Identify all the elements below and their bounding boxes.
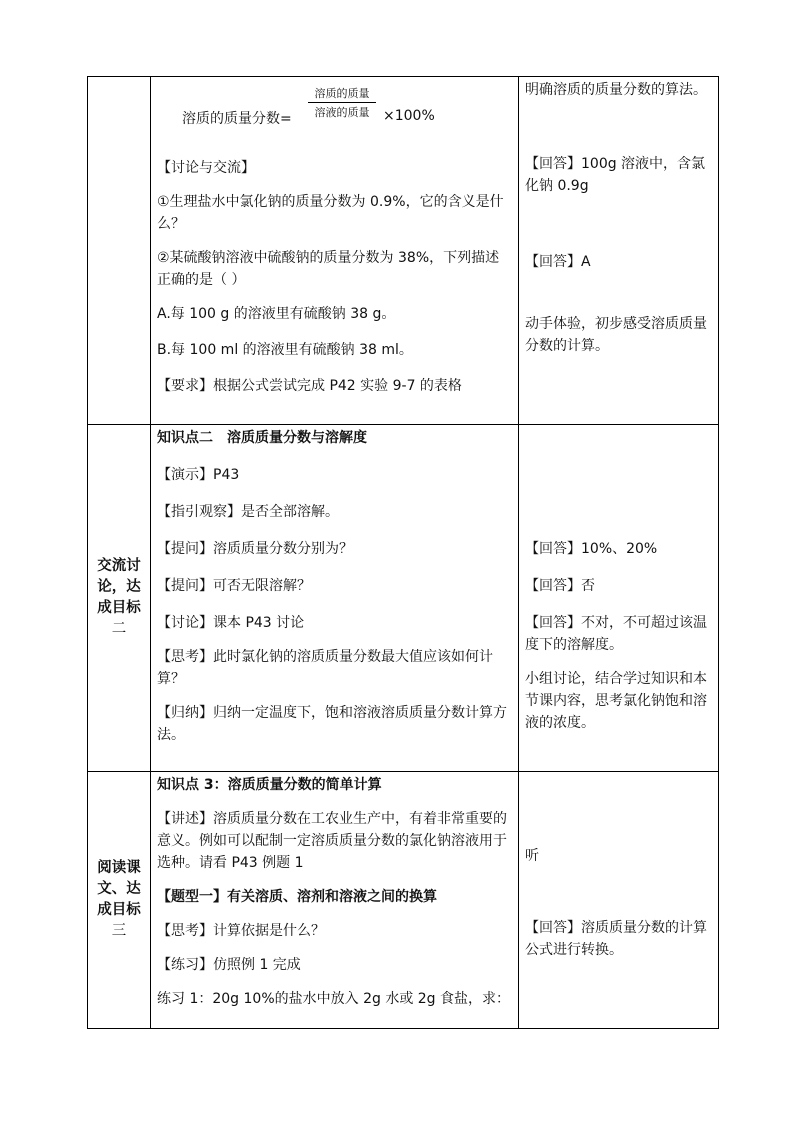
table-row (88, 425, 719, 772)
question-2: ②某硫酸钠溶液中硫酸钠的质量分数为 38%，下列描述正确的是（ ） (157, 250, 500, 288)
question-type-heading: 【题型一】有关溶质、溶剂和溶液之间的换算 (157, 889, 437, 905)
formula-fraction (308, 85, 376, 120)
row-label-line: 论，达 (97, 579, 141, 595)
section-heading: 知识点 3：溶质质量分数的简单计算 (157, 777, 382, 793)
content-text: 【练习】仿照例 1 完成 (157, 957, 301, 973)
content-text: 【讨论】课本 P43 讨论 (157, 615, 305, 631)
response-cell (519, 772, 719, 1029)
content-cell (151, 425, 519, 772)
response-text: 动手体验，初步感受溶质质量分数的计算。 (525, 316, 707, 354)
table-row (88, 772, 719, 1029)
discussion-heading: 【讨论与交流】 (157, 160, 255, 176)
formula-denominator: 溶液的质量 (314, 106, 370, 119)
response-cell (519, 425, 719, 772)
content-text: 【思考】此时氯化钠的溶质质量分数最大值应该如何计算？ (157, 649, 493, 687)
section-heading: 知识点二 溶质质量分数与溶解度 (157, 430, 367, 446)
row-label-line: 文、达 (97, 881, 141, 897)
option-a: A.每 100 g 的溶液里有硫酸钠 38 g。 (157, 306, 396, 322)
response-text: 听 (525, 848, 539, 864)
answer-text: 【回答】否 (525, 578, 595, 594)
row-label-line: 成目标 (97, 902, 141, 918)
content-cell (151, 77, 519, 425)
row-label-cell (88, 77, 151, 425)
content-text: 【提问】溶质质量分数分别为？ (157, 541, 353, 557)
answer-text: 【回答】溶质质量分数的计算公式进行转换。 (525, 920, 707, 958)
row-label-line: 交流讨 (97, 558, 141, 574)
answer-text: 【回答】A (525, 254, 591, 270)
row-label-cell (88, 772, 151, 1029)
lesson-plan-table (87, 76, 719, 1029)
row-label-line: 阅读课 (97, 860, 141, 876)
formula-numerator: 溶质的质量 (308, 85, 376, 103)
option-b: B.每 100 ml 的溶液里有硫酸钠 38 ml。 (157, 342, 413, 358)
formula-rhs: ×100% (383, 108, 435, 124)
content-text: 【思考】计算依据是什么？ (157, 923, 325, 939)
content-text: 【归纳】归纳一定温度下，饱和溶液溶质质量分数计算方法。 (157, 705, 507, 743)
exercise-text: 练习 1：20g 10%的盐水中放入 2g 水或 2g 食盐，求： (157, 991, 511, 1007)
requirement: 【要求】根据公式尝试完成 P42 实验 9-7 的表格 (157, 378, 462, 394)
question-1: ①生理盐水中氯化钠的质量分数为 0.9%，它的含义是什么？ (157, 194, 504, 232)
response-text: 明确溶质的质量分数的算法。 (525, 82, 707, 98)
response-text: 小组讨论，结合学过知识和本节课内容，思考氯化钠饱和溶液的浓度。 (525, 671, 707, 731)
content-text: 【演示】P43 (157, 467, 240, 483)
row-label-cell (88, 425, 151, 772)
answer-text: 【回答】不对，不可超过该温度下的溶解度。 (525, 615, 707, 653)
content-text: 【提问】可否无限溶解？ (157, 578, 311, 594)
response-cell (519, 77, 719, 425)
answer-text: 【回答】100g 溶液中，含氯化钠 0.9g (525, 156, 706, 194)
content-text: 【讲述】溶质质量分数在工农业生产中，有着非常重要的意义。例如可以配制一定溶质质量分数的氯化钠溶液用于选种。请看 P43 例题 1 (157, 811, 507, 871)
row-label-line: 成目标 (97, 600, 141, 616)
formula-lhs: 溶质的质量分数= (182, 111, 292, 127)
content-cell (151, 772, 519, 1029)
content-text: 【指引观察】是否全部溶解。 (157, 504, 339, 520)
row-label-line: 三 (111, 923, 127, 939)
row-label-line: 二 (111, 621, 127, 637)
answer-text: 【回答】10%、20% (525, 541, 658, 557)
table-row (88, 77, 719, 425)
mass-fraction-formula (151, 77, 518, 147)
